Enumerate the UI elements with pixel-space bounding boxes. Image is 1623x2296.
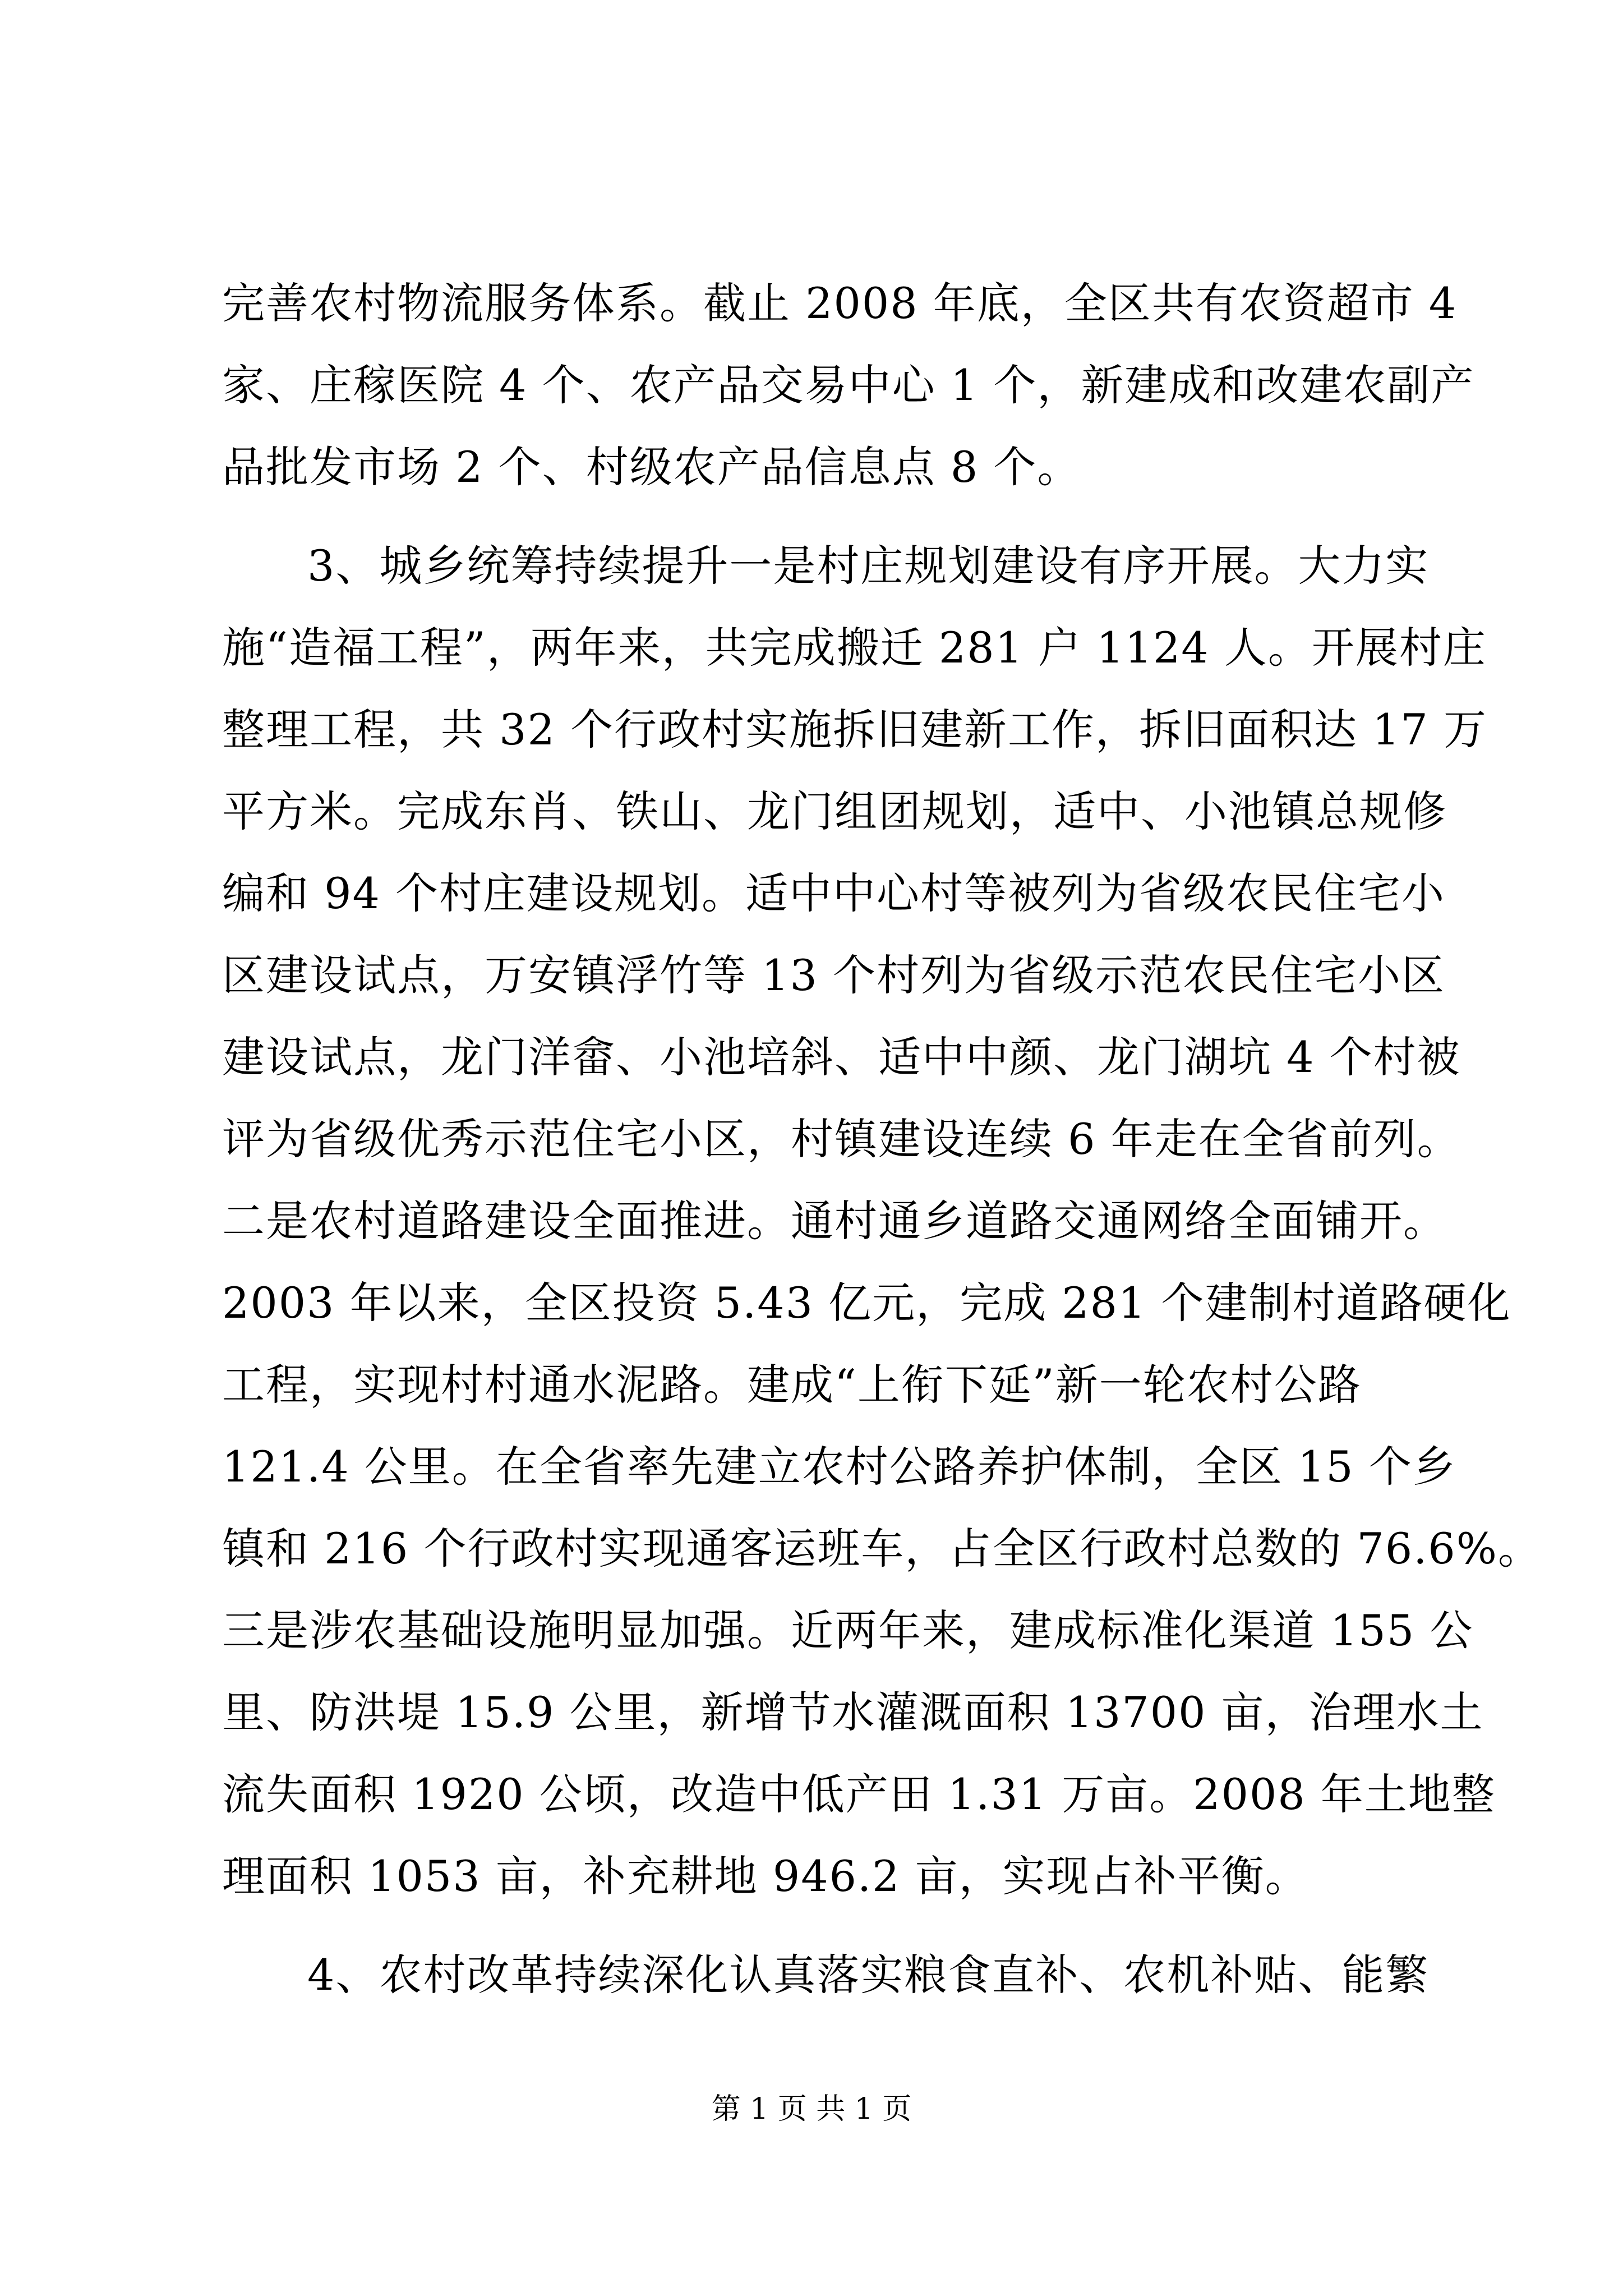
text-line: 镇和 216 个行政村实现通客运班车，占全区行政村总数的 76.6%。 bbox=[222, 1524, 1542, 1573]
text-line: 施“造福工程”，两年来，共完成搬迁 281 户 1124 人。开展村庄 bbox=[222, 623, 1487, 673]
paragraph-gap bbox=[222, 508, 1433, 525]
text-line: 二是农村道路建设全面推进。通村通乡道路交通网络全面铺开。 bbox=[222, 1196, 1447, 1246]
text-line: 3、城乡统筹持续提升一是村庄规划建设有序开展。大力实 bbox=[307, 541, 1430, 591]
text-line: 建设试点，龙门洋畲、小池培斜、适中中颜、龙门湖坑 4 个村被 bbox=[222, 1032, 1461, 1082]
text-line: 完善农村物流服务体系。截止 2008 年底，全区共有农资超市 4 bbox=[222, 278, 1458, 328]
page-footer: 第 1 页 共 1 页 bbox=[711, 2092, 912, 2126]
paragraph bbox=[222, 525, 1542, 1917]
paragraph bbox=[222, 263, 1475, 508]
text-line: 整理工程，共 32 个行政村实施拆旧建新工作，拆旧面积达 17 万 bbox=[222, 705, 1488, 754]
text-line: 评为省级优秀示范住宅小区，村镇建设连续 6 年走在全省前列。 bbox=[222, 1114, 1461, 1164]
body-text bbox=[222, 263, 1542, 2016]
text-line: 4、农村改革持续深化认真落实粮食直补、农机补贴、能繁 bbox=[307, 1950, 1430, 2000]
text-line: 工程，实现村村通水泥路。建成“上衔下延”新一轮农村公路 bbox=[222, 1360, 1362, 1410]
text-line: 里、防洪堤 15.9 公里，新增节水灌溉面积 13700 亩，治理水土 bbox=[222, 1687, 1484, 1737]
text-line: 品批发市场 2 个、村级农产品信息点 8 个。 bbox=[222, 442, 1081, 492]
text-line: 家、庄稼医院 4 个、农产品交易中心 1 个，新建成和改建农副产 bbox=[222, 360, 1475, 410]
text-line: 平方米。完成东肖、铁山、龙门组团规划，适中、小池镇总规修 bbox=[222, 786, 1447, 836]
text-line: 2003 年以来，全区投资 5.43 亿元，完成 281 个建制村道路硬化 bbox=[222, 1278, 1511, 1328]
text-line: 流失面积 1920 公顷，改造中低产田 1.31 万亩。2008 年土地整 bbox=[222, 1769, 1496, 1819]
paragraph-gap bbox=[222, 1917, 1433, 1934]
text-line: 理面积 1053 亩，补充耕地 946.2 亩，实现占补平衡。 bbox=[222, 1851, 1309, 1901]
text-line: 区建设试点，万安镇浮竹等 13 个村列为省级示范农民住宅小区 bbox=[222, 950, 1446, 1000]
paragraph bbox=[222, 1934, 1433, 2016]
text-line: 三是涉农基础设施明显加强。近两年来，建成标准化渠道 155 公 bbox=[222, 1605, 1474, 1655]
text-line: 编和 94 个村庄建设规划。适中中心村等被列为省级农民住宅小 bbox=[222, 868, 1446, 918]
text-line: 121.4 公里。在全省率先建立农村公路养护体制，全区 15 个乡 bbox=[222, 1442, 1456, 1492]
